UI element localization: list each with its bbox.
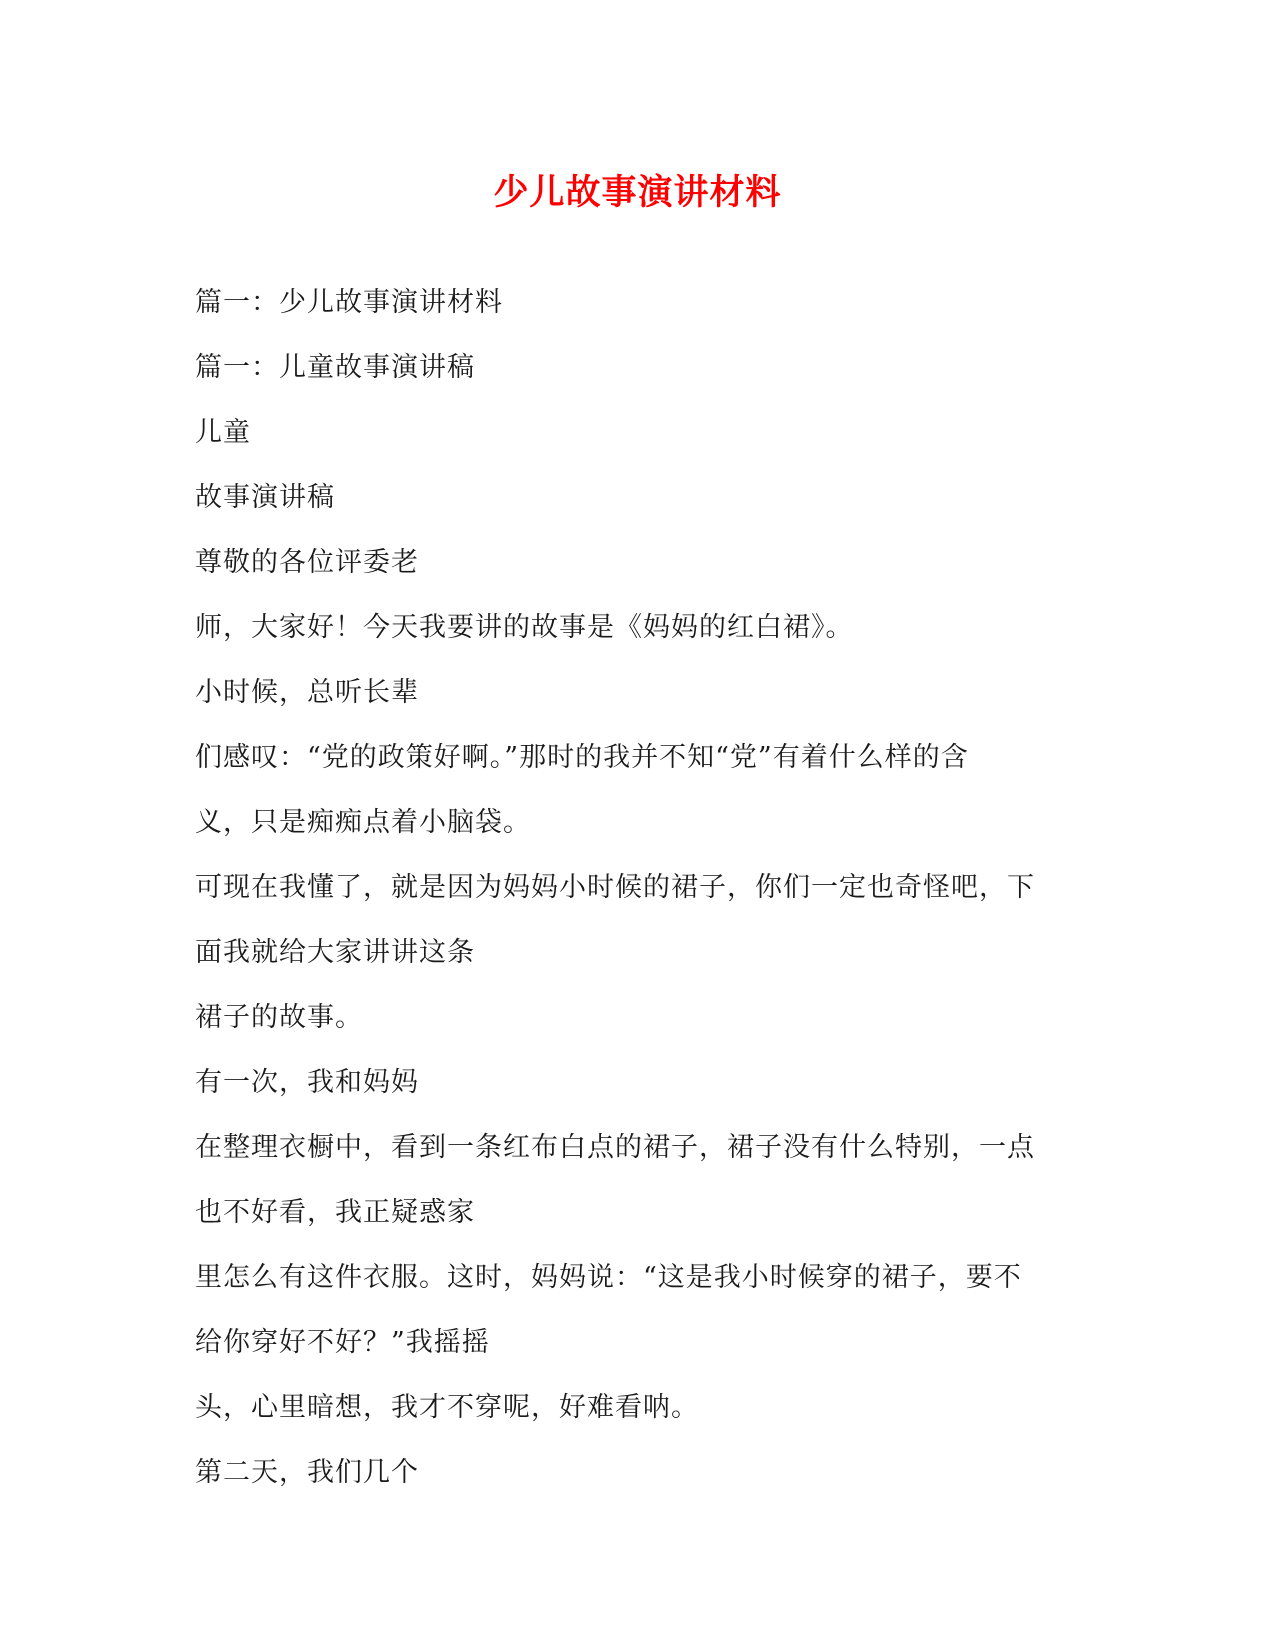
body-line: 在整理衣橱中，看到一条红布白点的裙子，裙子没有什么特别，一点 [195,1132,1035,1163]
body-line: 里怎么有这件衣服。这时，妈妈说：“这是我小时候穿的裙子，要不 [195,1262,1022,1293]
body-line: 义，只是痴痴点着小脑袋。 [195,807,531,838]
body-line: 儿童 [195,417,251,448]
body-line: 有一次，我和妈妈 [195,1067,419,1098]
body-line: 篇一：儿童故事演讲稿 [195,352,475,383]
body-line: 第二天，我们几个 [195,1457,419,1488]
body-line: 尊敬的各位评委老 [195,547,419,578]
body-line: 可现在我懂了，就是因为妈妈小时候的裙子，你们一定也奇怪吧，下 [195,872,1035,903]
body-line: 师，大家好！今天我要讲的故事是《妈妈的红白裙》。 [195,612,854,643]
document-body [195,283,1085,1518]
document-title: 少儿故事演讲材料 [493,172,782,213]
body-line: 故事演讲稿 [195,482,335,513]
body-line: 裙子的故事。 [195,1002,363,1033]
body-line: 们感叹：“党的政策好啊。”那时的我并不知“党”有着什么样的含 [195,742,969,773]
body-line: 也不好看，我正疑惑家 [195,1197,475,1228]
body-line: 面我就给大家讲讲这条 [195,937,475,968]
body-line: 篇一：少儿故事演讲材料 [195,287,503,318]
body-line: 头，心里暗想，我才不穿呢，好难看呐。 [195,1392,699,1423]
body-line: 小时候，总听长辈 [195,677,419,708]
body-line: 给你穿好不好？”我摇摇 [195,1327,490,1358]
